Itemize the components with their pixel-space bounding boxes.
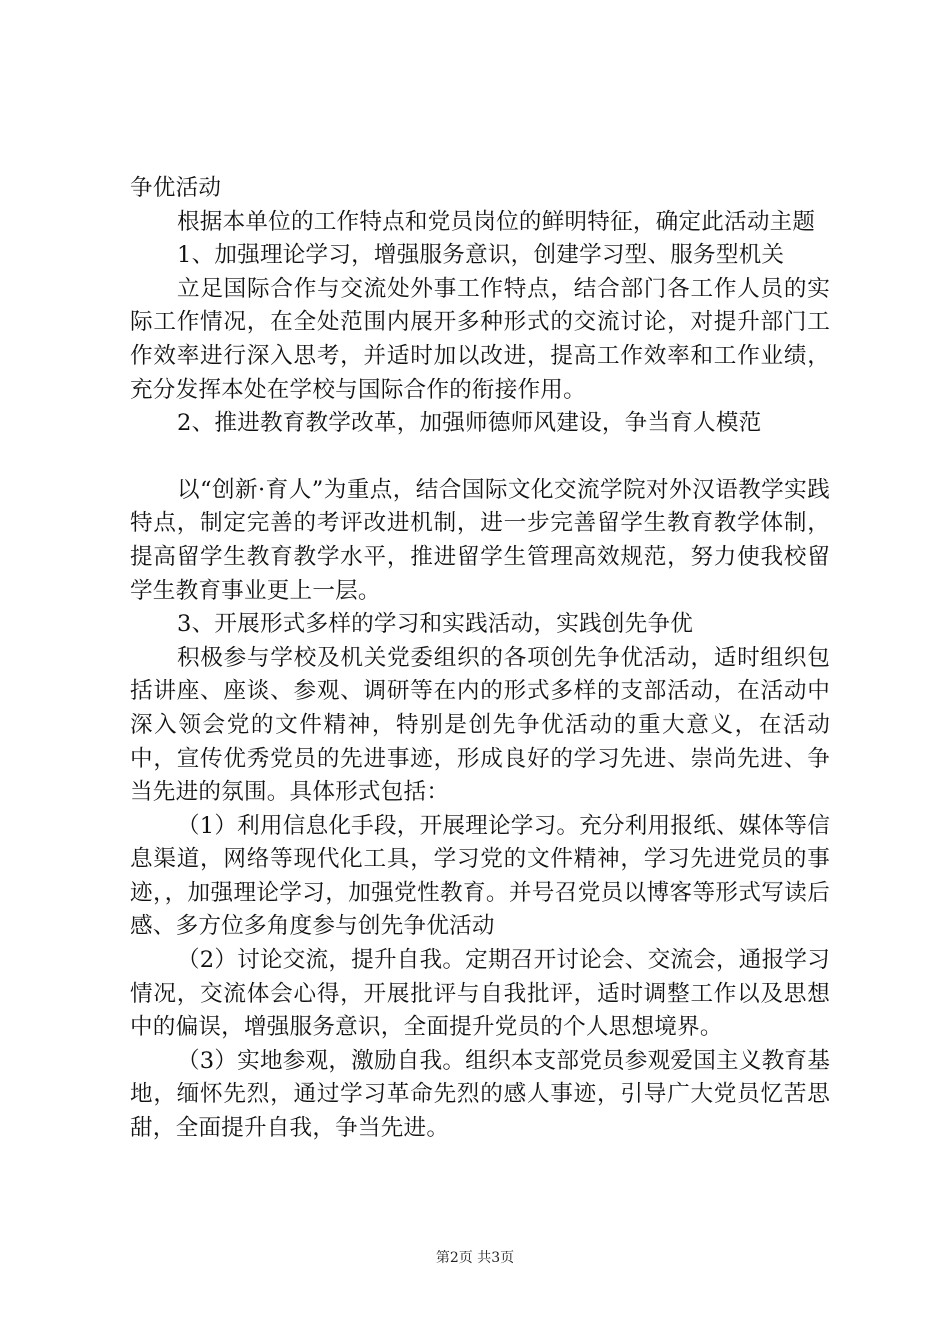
section-heading-2: 2、推进教育教学改革，加强师德师风建设，争当育人模范 [177, 410, 762, 437]
paragraph-intro: 根据本单位的工作特点和党员岗位的鲜明特征，确定此活动主题 [177, 208, 816, 235]
list-item-3: （3）实地参观，激励自我。组织本支部党员参观爱国主义教育基地，缅怀先烈，通过学习革命先烈的感人事迹，引导广大党员忆苦思甜，全面提升自我，争当先进。 [130, 1047, 830, 1142]
list-item-1: （1）利用信息化手段，开展理论学习。充分利用报纸、媒体等信息渠道，网络等现代化工具，学习党的文件精神，学习先进党员的事迹，，加强理论学习，加强党性教育。并号召党员以博客等形式写读后感、多方位多角度参与创先争优活动 [130, 812, 830, 940]
section-heading-3: 3、开展形式多样的学习和实践活动，实践创先争优 [177, 611, 694, 638]
document-body [130, 172, 830, 1146]
paragraph-section-3: 积极参与学校及机关党委组织的各项创先争优活动，适时组织包括讲座、座谈、参观、调研等在内的形式多样的支部活动，在活动中深入领会党的文件精神，特别是创先争优活动的重大意义，在活动中，宣传优秀党员的先进事迹，形成良好的学习先进、崇尚先进、争当先进的氛围。具体形式包括： [130, 644, 830, 806]
paragraph-section-1: 立足国际合作与交流处外事工作特点，结合部门各工作人员的实际工作情况，在全处范围内展开多种形式的交流讨论，对提升部门工作效率进行深入思考，并适时加以改进，提高工作效率和工作业绩，充分发挥本处在学校与国际合作的衔接作用。 [130, 275, 830, 403]
list-item-2: （2）讨论交流，提升自我。定期召开讨论会、交流会，通报学习情况，交流体会心得，开展批评与自我批评，适时调整工作以及思想中的偏误，增强服务意识，全面提升党员的个人思想境界。 [130, 947, 830, 1041]
paragraph-continuation-heading: 争优活动 [130, 175, 222, 201]
section-heading-1: 1、加强理论学习，增强服务意识，创建学习型、服务型机关 [177, 242, 785, 269]
page-number-footer: 第2页 共3页 [435, 1250, 515, 1266]
paragraph-section-2: 以“创新·育人”为重点，结合国际文化交流学院对外汉语教学实践特点，制定完善的考评改进机制，进一步完善留学生教育教学体制，提高留学生教育教学水平，推进留学生管理高效规范，努力使我校留学生教育事业更上一层。 [130, 476, 830, 604]
